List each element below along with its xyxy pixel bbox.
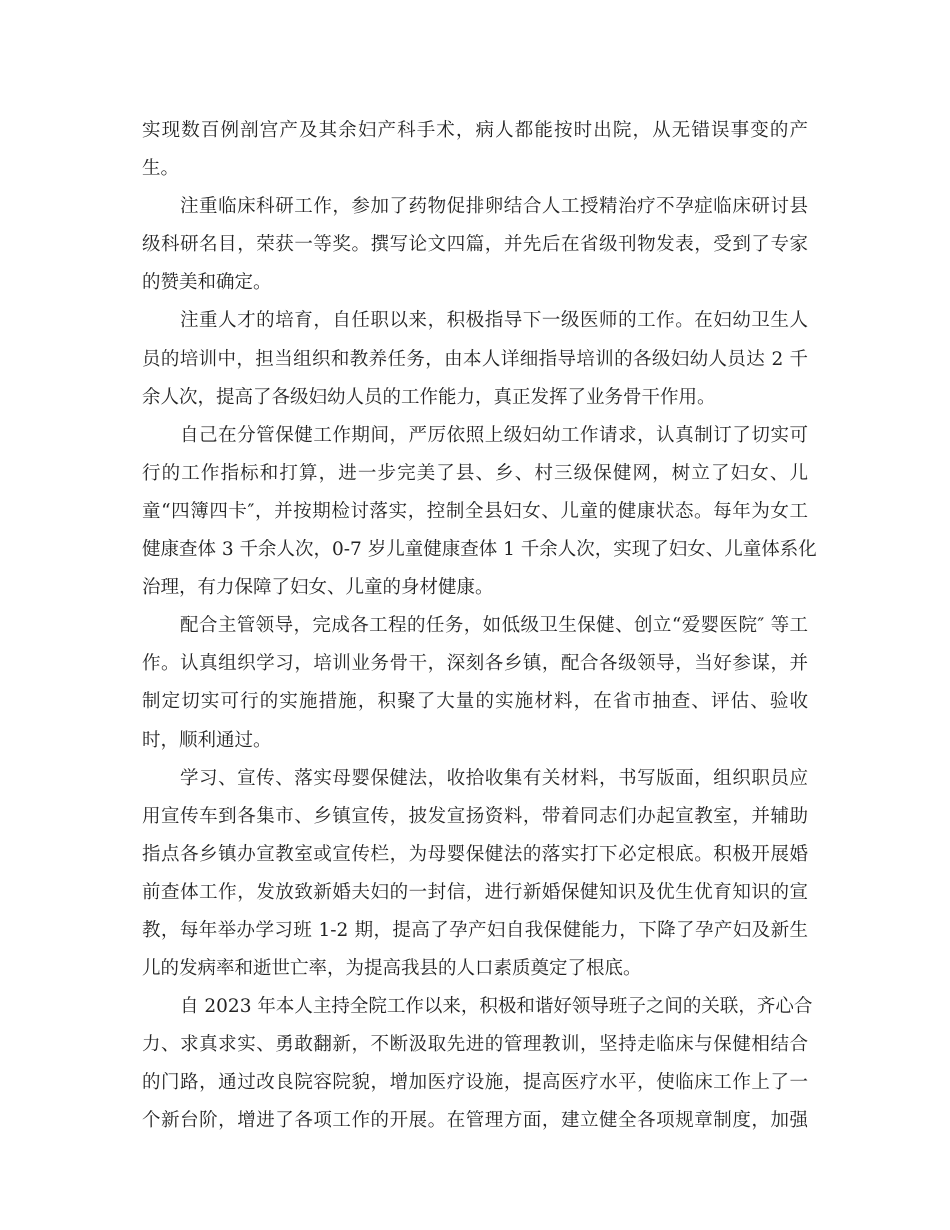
text-line: 实现数百例剖宫产及其余妇产科手术，病人都能按时出院，从无错误事变的产 (142, 120, 808, 141)
text-line: 制定切实可行的实施措施，积聚了大量的实施材料，在省市抽查、评估、验收 (142, 691, 808, 713)
paragraph-surgery (142, 112, 808, 188)
text-line: 级科研名目，荣获一等奖。撰写论文四篇，并先后在省级刊物发表，受到了专家 (142, 234, 808, 256)
paragraph-project-tasks (142, 607, 808, 759)
text-line: 员的培训中，担当组织和教养任务，由本人详细指导培训的各级妇幼人员达 2 千 (142, 348, 808, 370)
text-line: 作。认真组织学习，培训业务骨干，深刻各乡镇，配合各级领导，当好参谋，并 (142, 653, 808, 675)
paragraph-talent-training (142, 302, 808, 416)
paragraph-healthcare-management (142, 417, 817, 607)
text-line: 健康查体 3 千余人次，0-7 岁儿童健康查体 1 千余人次，实现了妇女、儿童体系化 (142, 539, 817, 561)
paragraph-hospital-management (142, 988, 813, 1140)
text-line: 自 2023 年本人主持全院工作以来，积极和谐好领导班子之间的关联，齐心合 (180, 996, 813, 1018)
document-body (142, 112, 817, 1141)
paragraph-maternal-law (142, 760, 808, 989)
text-line: 指点各乡镇办宣教室或宣传栏，为母婴保健法的落实打下必定根底。积极开展婚 (142, 843, 808, 865)
text-line: 教，每年举办学习班 1-2 期，提高了孕产妇自我保健能力，下降了孕产妇及新生 (142, 919, 808, 941)
text-line: 前查体工作，发放致新婚夫妇的一封信，进行新婚保健知识及优生优育知识的宣 (142, 881, 808, 903)
text-line: 配合主管领导，完成各工程的任务，如低级卫生保健、创立“爱婴医院″ 等工 (180, 615, 808, 637)
text-line: 自己在分管保健工作期间，严厉依照上级妇幼工作请求，认真制订了切实可 (180, 424, 808, 446)
text-line: 的门路，通过改良院容院貌，增加医疗设施，提高医疗水平，使临床工作上了一 (142, 1072, 808, 1094)
text-line: 注重临床科研工作，参加了药物促排卵结合人工授精治疗不孕症临床研讨县 (180, 196, 808, 218)
text-line: 注重人才的培育，自任职以来，积极指导下一级医师的工作。在妇幼卫生人 (180, 310, 808, 332)
text-line: 行的工作指标和打算，进一步完美了县、乡、村三级保健网，树立了妇女、儿 (142, 462, 808, 484)
text-line: 用宣传车到各集市、乡镇宣传，披发宣扬资料，带着同志们办起宣教室，并辅助 (142, 805, 808, 827)
text-line: 个新台阶，增进了各项工作的开展。在管理方面，建立健全各项规章制度，加强 (142, 1110, 808, 1132)
text-line: 生。 (142, 158, 180, 180)
text-line: 童“四簿四卡″，并按期检讨落实，控制全县妇女、儿童的健康状态。每年为女工 (142, 500, 808, 522)
text-line: 学习、宣传、落实母婴保健法，收拾收集有关材料，书写版面，组织职员应 (180, 767, 808, 789)
text-line: 余人次，提高了各级妇幼人员的工作能力，真正发挥了业务骨干作用。 (142, 386, 716, 408)
text-line: 儿的发病率和逝世亡率，为提高我县的人口素质奠定了根底。 (142, 958, 642, 980)
paragraph-research (142, 188, 808, 302)
text-line: 时，顺利通过。 (142, 729, 272, 751)
text-line: 治理，有力保障了妇女、儿童的身材健康。 (142, 577, 494, 599)
text-line: 力、求真求实、勇敢翻新，不断汲取先进的管理教训，坚持走临床与保健相结合 (142, 1034, 808, 1056)
text-line: 的赞美和确定。 (142, 272, 272, 294)
